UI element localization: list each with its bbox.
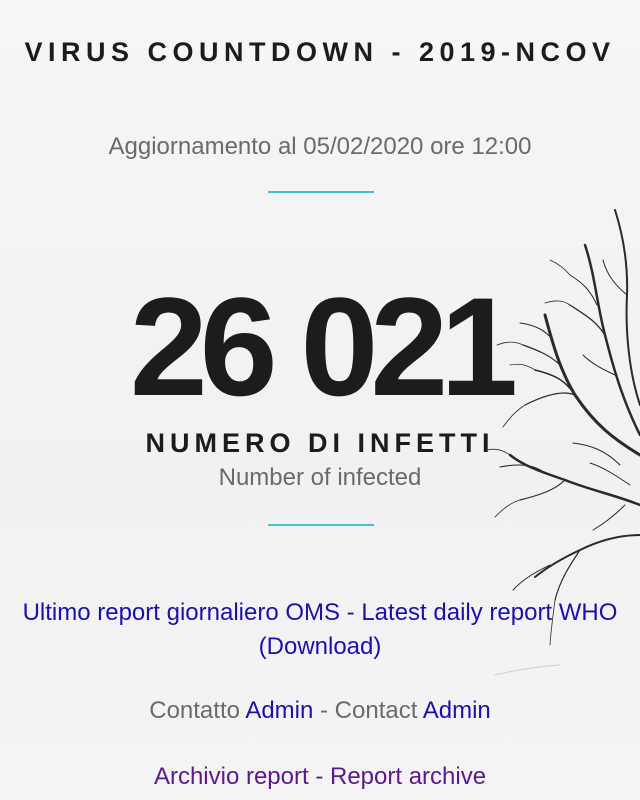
contact-mid: - Contact xyxy=(313,697,423,724)
who-report-download-link[interactable]: Ultimo report giornaliero OMS - Latest daily report WHO (Download) xyxy=(22,599,618,660)
contact-line xyxy=(0,697,640,725)
divider-top xyxy=(268,191,374,193)
report-archive-link[interactable]: Archivio report - Report archive xyxy=(153,763,487,790)
contact-prefix-it: Contatto xyxy=(149,697,246,724)
divider-bottom xyxy=(268,524,374,526)
update-timestamp: Aggiornamento al 05/02/2020 ore 12:00 xyxy=(108,133,532,160)
infected-count: 26 021 xyxy=(129,268,511,425)
admin-link-it[interactable]: Admin xyxy=(245,697,314,724)
page-title: VIRUS COUNTDOWN - 2019-NCOV xyxy=(24,37,616,67)
admin-link-en[interactable]: Admin xyxy=(422,697,491,724)
infected-label-it: NUMERO DI INFETTI xyxy=(145,428,495,458)
infected-label-en: Number of infected xyxy=(218,464,422,491)
